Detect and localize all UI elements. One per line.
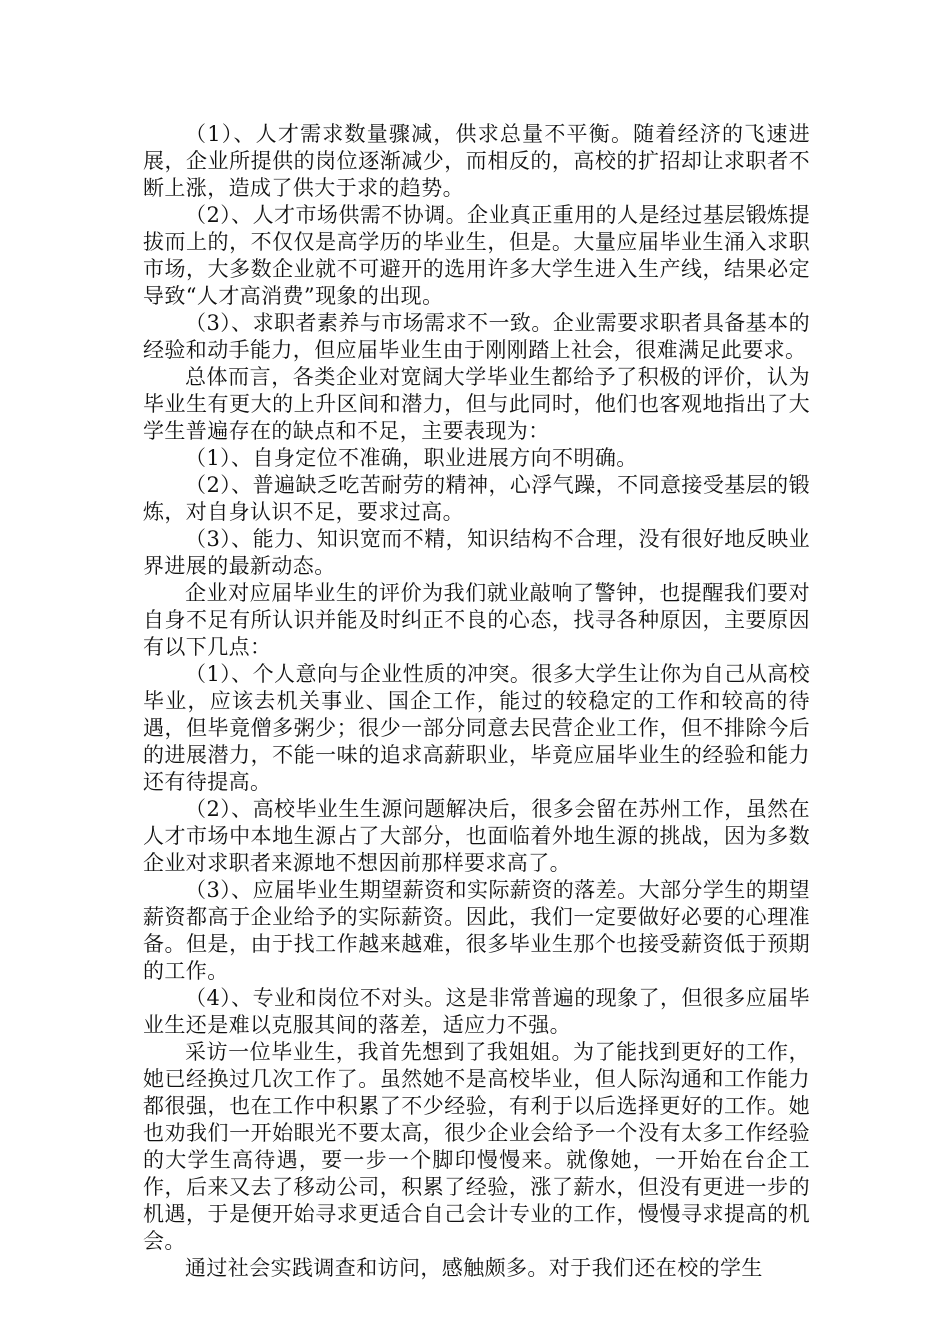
paragraph-10: （2）、高校毕业生生源问题解决后，很多会留在苏州工作，虽然在人才市场中本地生源占了大部分，也面临着外地生源的挑战，因为多数企业对求职者来源地不想因前那样要求高了。 xyxy=(143,797,810,875)
paragraph-12: （4）、专业和岗位不对头。这是非常普遍的现象了，但很多应届毕业生还是难以克服其间的落差，适应力不强。 xyxy=(143,986,810,1037)
paragraph-8: 企业对应届毕业生的评价为我们就业敲响了警钟，也提醒我们要对自身不足有所认识并能及时纠正不良的心态，找寻各种原因，主要原因有以下几点： xyxy=(143,581,810,659)
document-body xyxy=(143,121,810,1282)
paragraph-14: 通过社会实践调查和访问，感触颇多。对于我们还在校的学生 xyxy=(185,1256,763,1280)
paragraph-9: （1）、个人意向与企业性质的冲突。很多大学生让你为自己从高校毕业，应该去机关事业、国企工作，能过的较稳定的工作和较高的待遇，但毕竟僧多粥少；很少一部分同意去民营企业工作，但不排除今后的进展潜力，不能一味的追求高薪职业，毕竟应届毕业生的经验和能力还有待提高。 xyxy=(143,662,810,794)
paragraph-11: （3）、应届毕业生期望薪资和实际薪资的落差。大部分学生的期望薪资都高于企业给予的实际薪资。因此，我们一定要做好必要的心理准备。但是，由于找工作越来越难，很多毕业生那个也接受薪资低于预期的工作。 xyxy=(143,878,810,983)
paragraph-5: （1）、自身定位不准确，职业进展方向不明确。 xyxy=(185,446,638,470)
paragraph-7: （3）、能力、知识宽而不精，知识结构不合理，没有很好地反映业界进展的最新动态。 xyxy=(143,527,810,578)
paragraph-6: （2）、普遍缺乏吃苦耐劳的精神，心浮气躁，不同意接受基层的锻炼，对自身认识不足，要求过高。 xyxy=(143,473,810,524)
paragraph-4: 总体而言，各类企业对宽阔大学毕业生都给予了积极的评价，认为毕业生有更大的上升区间和潜力，但与此同时，他们也客观地指出了大学生普遍存在的缺点和不足，主要表现为： xyxy=(143,365,810,443)
paragraph-13: 采访一位毕业生，我首先想到了我姐姐。为了能找到更好的工作，她已经换过几次工作了。虽然她不是高校毕业，但人际沟通和工作能力都很强，也在工作中积累了不少经验，有利于以后选择更好的工作。她也劝我们一开始眼光不要太高，很少企业会给予一个没有太多工作经验的大学生高待遇，要一步一个脚印慢慢来。就像她，一开始在台企工作，后来又去了移动公司，积累了经验，涨了薪水，但没有更进一步的机遇，于是便开始寻求更适合自己会计专业的工作，慢慢寻求提高的机会。 xyxy=(143,1040,810,1253)
paragraph-3: （3）、求职者素养与市场需求不一致。企业需要求职者具备基本的经验和动手能力，但应届毕业生由于刚刚踏上社会，很难满足此要求。 xyxy=(143,311,810,362)
paragraph-2: （2）、人才市场供需不协调。企业真正重用的人是经过基层锻炼提拔而上的，不仅仅是高学历的毕业生，但是。大量应届毕业生涌入求职市场，大多数企业就不可避开的选用许多大学生进入生产线，结果必定导致“人才高消费”现象的出现。 xyxy=(143,203,810,308)
paragraph-1: （1）、人才需求数量骤减，供求总量不平衡。随着经济的飞速进展，企业所提供的岗位逐渐减少，而相反的，高校的扩招却让求职者不断上涨，造成了供大于求的趋势。 xyxy=(143,122,810,200)
